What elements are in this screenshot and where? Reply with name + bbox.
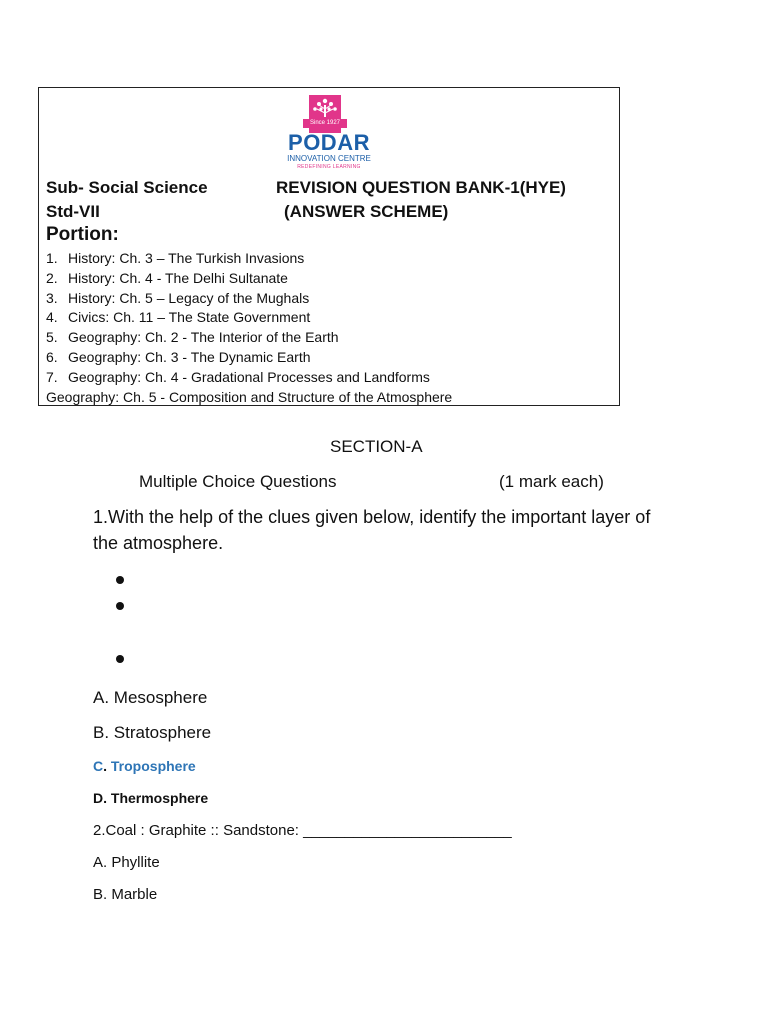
portion-extra: Geography: Ch. 5 - Composition and Structure of the Atmosphere bbox=[46, 389, 453, 405]
portion-item: 7. Geography: Ch. 4 - Gradational Processes and Landforms bbox=[46, 368, 430, 385]
q1-text-line1: 1.With the help of the clues given below, identify the important layer of bbox=[93, 507, 651, 527]
portion-item: 2. History: Ch. 4 - The Delhi Sultanate bbox=[46, 269, 288, 286]
q1-option-a: A. Mesosphere bbox=[93, 688, 208, 707]
bullet-point bbox=[116, 655, 124, 663]
document-subtitle: (ANSWER SCHEME) bbox=[284, 202, 449, 221]
portion-item: 6. Geography: Ch. 3 - The Dynamic Earth bbox=[46, 348, 311, 365]
q1-option-d: D. Thermosphere bbox=[93, 790, 209, 806]
portion-item: 5. Geography: Ch. 2 - The Interior of the Earth bbox=[46, 329, 339, 346]
section-type: Multiple Choice Questions bbox=[139, 472, 337, 491]
q1-option-b: B. Stratosphere bbox=[93, 723, 212, 742]
option-c-letter: C bbox=[93, 758, 104, 774]
subject-label: Sub- Social Science bbox=[46, 178, 208, 197]
bullet-point bbox=[116, 602, 124, 610]
portion-item: 1. History: Ch. 3 – The Turkish Invasions bbox=[46, 250, 305, 266]
logo-subtitle: INNOVATION CENTRE bbox=[287, 154, 371, 163]
q2-option-b: B. Marble bbox=[93, 886, 158, 903]
portion-heading: Portion: bbox=[46, 224, 119, 245]
podar-logo bbox=[281, 92, 377, 174]
q1-text-line2: the atmosphere. bbox=[93, 533, 224, 553]
portion-item: 4. Civics: Ch. 11 – The State Government bbox=[46, 309, 311, 326]
document-title: REVISION QUESTION BANK-1(HYE) bbox=[276, 178, 566, 197]
logo-name: PODAR bbox=[288, 130, 370, 155]
q2-option-a: A. Phyllite bbox=[93, 854, 160, 871]
portion-list bbox=[46, 249, 430, 388]
portion-item: 3. History: Ch. 5 – Legacy of the Mughals bbox=[46, 289, 310, 306]
option-c-answer: Troposphere bbox=[110, 758, 196, 774]
section-title: SECTION-A bbox=[330, 437, 423, 456]
option-c-dot: . bbox=[103, 758, 108, 774]
logo-tagline: REDEFINING LEARNING bbox=[297, 164, 361, 170]
q1-option-c bbox=[93, 758, 196, 774]
standard-label: Std-VII bbox=[46, 202, 100, 221]
q2-text: 2.Coal : Graphite :: Sandstone: _________________________ bbox=[93, 822, 512, 839]
bullet-point bbox=[116, 576, 124, 584]
section-marks: (1 mark each) bbox=[499, 472, 604, 491]
logo-since: Since 1927 bbox=[303, 119, 347, 128]
